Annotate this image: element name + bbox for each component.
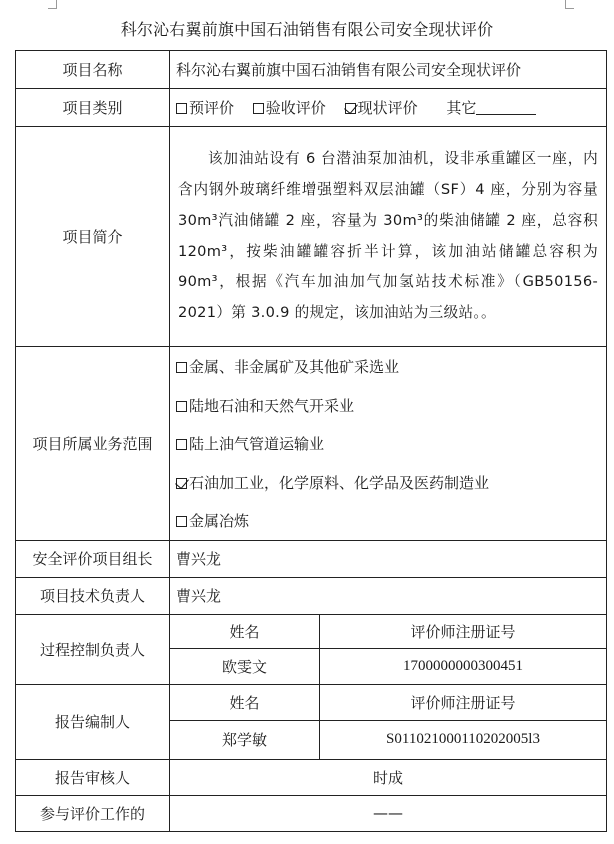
row-project-category [16, 89, 607, 127]
checkbox-icon[interactable] [176, 401, 187, 412]
report-author-name-header: 姓名 [170, 684, 320, 720]
project-category-options [170, 89, 607, 127]
participants-label: 参与评价工作的 [16, 795, 170, 831]
row-business-scope [16, 347, 607, 541]
document-title: 科尔沁右翼前旗中国石油销售有限公司安全现状评价 [120, 20, 494, 39]
row-report-reviewer [16, 759, 607, 795]
category-option-pre-evaluation[interactable] [176, 99, 234, 117]
process-control-name-header: 姓名 [170, 614, 320, 648]
report-author-cert: S011021000110202005l3 [320, 720, 607, 759]
team-leader-label: 安全评价项目组长 [16, 540, 170, 577]
checked-checkbox-icon[interactable] [176, 478, 187, 489]
project-category-label: 项目类别 [16, 89, 170, 127]
scope-option-petroleum-chemical[interactable] [176, 463, 600, 502]
scope-option-label: 陆上油气管道运输业 [189, 435, 325, 453]
project-intro-cell [170, 127, 607, 347]
project-info-table [15, 50, 607, 832]
category-other-label: 其它 [446, 99, 477, 117]
process-control-name: 欧雯文 [170, 648, 320, 684]
project-intro-label: 项目简介 [16, 127, 170, 347]
process-control-label: 过程控制负责人 [16, 614, 170, 684]
business-scope-label: 项目所属业务范围 [16, 347, 170, 541]
category-other-blank[interactable] [476, 100, 536, 115]
row-project-intro [16, 127, 607, 347]
scope-option-pipeline-transport[interactable] [176, 424, 600, 463]
category-option-acceptance[interactable] [253, 99, 326, 117]
row-process-control-header [16, 614, 607, 648]
row-team-leader [16, 540, 607, 577]
category-option-other[interactable] [446, 99, 536, 117]
process-control-cert: 1700000000300451 [320, 648, 607, 684]
scope-option-oil-gas-extraction[interactable] [176, 386, 600, 425]
report-author-name: 郑学敏 [170, 720, 320, 759]
scope-option-label: 金属、非金属矿及其他矿采选业 [189, 358, 400, 376]
scope-option-label: 石油加工业，化学原料、化学品及医药制造业 [189, 473, 490, 492]
tech-lead-label: 项目技术负责人 [16, 577, 170, 614]
checkbox-icon[interactable] [176, 439, 187, 450]
team-leader-value: 曹兴龙 [170, 540, 607, 577]
scope-option-metal-smelting[interactable] [176, 501, 600, 540]
page-corner-mark-left [48, 0, 57, 9]
category-option-label: 预评价 [189, 99, 235, 117]
project-intro-text: 该加油站设有 6 台潜油泵加油机，设非承重罐区一座，内含内钢外玻璃纤维增强塑料双层油罐（SF）4 座，分别为容量 30m³汽油储罐 2 座，容量为 30m³的柴油储罐 2 座，总容积 120m³，按柴油罐罐容折半计算，该加油站储罐总容积为 90m³，根据《汽车加油加气加氢站技术标准》（GB50156-2021）第 3.0.9 的规定，该加油站为三级站。。 [178, 150, 599, 322]
report-author-cert-header: 评价师注册证号 [320, 684, 607, 720]
category-option-current-status[interactable] [345, 99, 418, 117]
row-tech-lead [16, 577, 607, 614]
participants-value: —— [170, 795, 607, 831]
row-project-name [16, 51, 607, 89]
tech-lead-value: 曹兴龙 [170, 577, 607, 614]
row-participants [16, 795, 607, 831]
row-report-author-header [16, 684, 607, 720]
report-author-label: 报告编制人 [16, 684, 170, 759]
process-control-cert-header: 评价师注册证号 [320, 614, 607, 648]
checkbox-icon[interactable] [253, 103, 264, 114]
business-scope-options [170, 347, 607, 541]
scope-option-label: 金属冶炼 [189, 512, 250, 530]
category-option-label: 现状评价 [357, 99, 418, 117]
scope-option-mining[interactable] [176, 347, 600, 386]
scope-option-label: 陆地石油和天然气开采业 [189, 396, 355, 415]
page-corner-mark-right [565, 0, 574, 9]
checkbox-icon[interactable] [176, 516, 187, 527]
checkbox-icon[interactable] [176, 103, 187, 114]
category-option-label: 验收评价 [265, 99, 326, 117]
project-name-label: 项目名称 [16, 51, 170, 89]
checkbox-icon[interactable] [176, 362, 187, 373]
project-name-value: 科尔沁右翼前旗中国石油销售有限公司安全现状评价 [170, 51, 607, 89]
report-reviewer-label: 报告审核人 [16, 759, 170, 795]
report-reviewer-value: 时成 [170, 759, 607, 795]
checked-checkbox-icon[interactable] [345, 103, 356, 114]
